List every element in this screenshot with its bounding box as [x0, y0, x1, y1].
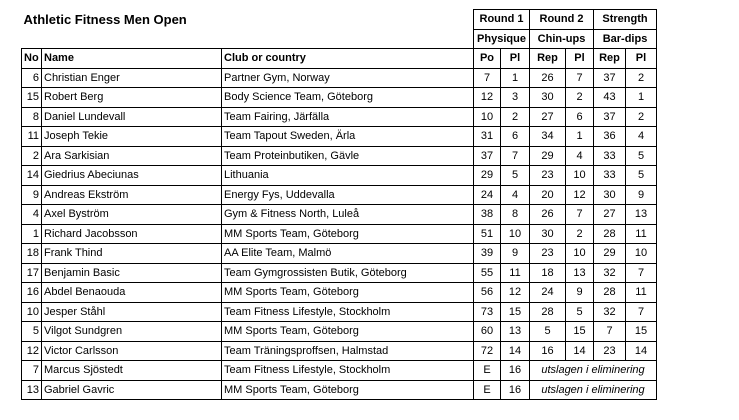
physique-placing: 2: [501, 107, 530, 127]
athlete-club: Partner Gym, Norway: [222, 68, 474, 88]
athlete-club: MM Sports Team, Göteborg: [222, 283, 474, 303]
physique-placing: 13: [501, 322, 530, 342]
physique-points: 73: [474, 302, 501, 322]
physique-placing: 5: [501, 166, 530, 186]
athlete-club: Team Fairing, Järfälla: [222, 107, 474, 127]
physique-points: 7: [474, 68, 501, 88]
athlete-club: Team Träningsproffsen, Halmstad: [222, 341, 474, 361]
bardips-placing: 9: [626, 185, 657, 205]
table-row: [22, 322, 657, 342]
header-row-1: [22, 10, 657, 30]
athlete-number: 16: [22, 283, 42, 303]
physique-placing: 8: [501, 205, 530, 225]
athlete-number: 14: [22, 166, 42, 186]
chinups-reps: 30: [530, 88, 566, 108]
athlete-number: 10: [22, 302, 42, 322]
physique-points: 51: [474, 224, 501, 244]
results-table: [21, 9, 657, 400]
bardips-placing: 14: [626, 341, 657, 361]
bardips-placing: 11: [626, 224, 657, 244]
physique-points: 56: [474, 283, 501, 303]
bardips-reps: 37: [594, 68, 626, 88]
physique-placing: 10: [501, 224, 530, 244]
page-title: Athletic Fitness Men Open: [23, 11, 187, 27]
chinups-reps: 23: [530, 244, 566, 264]
physique-points: 72: [474, 341, 501, 361]
bardips-placing: 4: [626, 127, 657, 147]
table-row: [22, 185, 657, 205]
chinups-placing: 10: [566, 244, 594, 264]
bardips-reps: 33: [594, 166, 626, 186]
table-row: [22, 302, 657, 322]
athlete-name: Victor Carlsson: [42, 341, 222, 361]
athlete-name: Frank Thind: [42, 244, 222, 264]
athlete-number: 6: [22, 68, 42, 88]
athlete-club: Gym & Fitness North, Luleå: [222, 205, 474, 225]
physique-placing: 4: [501, 185, 530, 205]
chinups-placing: 2: [566, 224, 594, 244]
table-row: [22, 263, 657, 283]
physique-points: 29: [474, 166, 501, 186]
athlete-club: Team Fitness Lifestyle, Stockholm: [222, 302, 474, 322]
bardips-placing: 5: [626, 166, 657, 186]
physique-points: E: [474, 361, 501, 381]
physique-placing: 9: [501, 244, 530, 264]
chinups-reps: 24: [530, 283, 566, 303]
bardips-reps: 28: [594, 283, 626, 303]
physique-placing: 6: [501, 127, 530, 147]
athlete-name: Robert Berg: [42, 88, 222, 108]
physique-placing: 3: [501, 88, 530, 108]
chinups-placing: 2: [566, 88, 594, 108]
column-header-row: [22, 49, 657, 69]
physique-points: 55: [474, 263, 501, 283]
bardips-placing: 13: [626, 205, 657, 225]
chinups-placing: 14: [566, 341, 594, 361]
athlete-name: Vilgot Sundgren: [42, 322, 222, 342]
chinups-reps: 18: [530, 263, 566, 283]
no-col-header: No: [22, 49, 42, 69]
athlete-number: 11: [22, 127, 42, 147]
chinups-reps: 26: [530, 205, 566, 225]
chinups-placing: 9: [566, 283, 594, 303]
chinups-reps: 30: [530, 224, 566, 244]
athlete-club: Team Proteinbutiken, Gävle: [222, 146, 474, 166]
bardips-reps: 32: [594, 302, 626, 322]
physique-placing: 16: [501, 361, 530, 381]
athlete-number: 18: [22, 244, 42, 264]
bardips-placing: 2: [626, 68, 657, 88]
athlete-number: 4: [22, 205, 42, 225]
chinups-placing: 1: [566, 127, 594, 147]
athlete-number: 2: [22, 146, 42, 166]
bardips-placing: 10: [626, 244, 657, 264]
physique-points: 10: [474, 107, 501, 127]
chinups-placing: 7: [566, 205, 594, 225]
athlete-club: Body Science Team, Göteborg: [222, 88, 474, 108]
table-row: [22, 127, 657, 147]
athlete-name: Ara Sarkisian: [42, 146, 222, 166]
bardips-header: Bar-dips: [594, 29, 657, 49]
bardips-placing: 1: [626, 88, 657, 108]
table-row: [22, 224, 657, 244]
chinups-placing: 13: [566, 263, 594, 283]
athlete-name: Abdel Benaouda: [42, 283, 222, 303]
athlete-club: Team Gymgrossisten Butik, Göteborg: [222, 263, 474, 283]
athlete-number: 5: [22, 322, 42, 342]
athlete-number: 7: [22, 361, 42, 381]
rep-col-header: Rep: [530, 49, 566, 69]
athlete-club: Team Fitness Lifestyle, Stockholm: [222, 361, 474, 381]
physique-placing: 1: [501, 68, 530, 88]
chinups-reps: 28: [530, 302, 566, 322]
bardips-placing: 7: [626, 263, 657, 283]
chinups-reps: 34: [530, 127, 566, 147]
eliminated-note: utslagen i eliminering: [530, 361, 657, 381]
chinups-placing: 4: [566, 146, 594, 166]
physique-placing: 14: [501, 341, 530, 361]
rep-col-header: Rep: [594, 49, 626, 69]
pl-col-header: Pl: [626, 49, 657, 69]
chinups-placing: 12: [566, 185, 594, 205]
athlete-name: Giedrius Abeciunas: [42, 166, 222, 186]
athlete-number: 13: [22, 380, 42, 400]
po-col-header: Po: [474, 49, 501, 69]
header-row-2: [22, 29, 657, 49]
bardips-reps: 27: [594, 205, 626, 225]
physique-header: Physique: [474, 29, 530, 49]
table-row: [22, 68, 657, 88]
chinups-reps: 26: [530, 68, 566, 88]
bardips-reps: 23: [594, 341, 626, 361]
chinups-placing: 6: [566, 107, 594, 127]
chinups-placing: 5: [566, 302, 594, 322]
athlete-name: Axel Byström: [42, 205, 222, 225]
athlete-name: Gabriel Gavric: [42, 380, 222, 400]
bardips-reps: 37: [594, 107, 626, 127]
athlete-number: 12: [22, 341, 42, 361]
table-row: [22, 283, 657, 303]
athlete-name: Richard Jacobsson: [42, 224, 222, 244]
club-col-header: Club or country: [222, 49, 474, 69]
physique-points: E: [474, 380, 501, 400]
table-row: [22, 380, 657, 400]
athlete-club: Team Tapout Sweden, Ärla: [222, 127, 474, 147]
physique-points: 39: [474, 244, 501, 264]
name-col-header: Name: [42, 49, 222, 69]
athlete-number: 15: [22, 88, 42, 108]
chinups-placing: 7: [566, 68, 594, 88]
bardips-reps: 30: [594, 185, 626, 205]
round2-header: Round 2: [530, 10, 594, 30]
athlete-club: Energy Fys, Uddevalla: [222, 185, 474, 205]
bardips-reps: 32: [594, 263, 626, 283]
bardips-placing: 15: [626, 322, 657, 342]
athlete-club: Lithuania: [222, 166, 474, 186]
physique-placing: 12: [501, 283, 530, 303]
chinups-reps: 23: [530, 166, 566, 186]
bardips-placing: 5: [626, 146, 657, 166]
athlete-name: Marcus Sjöstedt: [42, 361, 222, 381]
bardips-reps: 28: [594, 224, 626, 244]
chinups-placing: 15: [566, 322, 594, 342]
bardips-reps: 43: [594, 88, 626, 108]
athlete-name: Joseph Tekie: [42, 127, 222, 147]
athlete-club: MM Sports Team, Göteborg: [222, 224, 474, 244]
athlete-name: Christian Enger: [42, 68, 222, 88]
physique-points: 37: [474, 146, 501, 166]
table-row: [22, 107, 657, 127]
chinups-reps: 16: [530, 341, 566, 361]
chinups-reps: 29: [530, 146, 566, 166]
eliminated-note: utslagen i eliminering: [530, 380, 657, 400]
bardips-reps: 33: [594, 146, 626, 166]
athlete-club: MM Sports Team, Göteborg: [222, 380, 474, 400]
bardips-reps: 29: [594, 244, 626, 264]
athlete-club: MM Sports Team, Göteborg: [222, 322, 474, 342]
bardips-reps: 36: [594, 127, 626, 147]
athlete-name: Andreas Ekström: [42, 185, 222, 205]
physique-placing: 7: [501, 146, 530, 166]
athlete-number: 8: [22, 107, 42, 127]
physique-placing: 16: [501, 380, 530, 400]
bardips-placing: 11: [626, 283, 657, 303]
round1-header: Round 1: [474, 10, 530, 30]
athlete-name: Jesper Ståhl: [42, 302, 222, 322]
athlete-number: 1: [22, 224, 42, 244]
physique-points: 12: [474, 88, 501, 108]
pl-col-header: Pl: [501, 49, 530, 69]
table-row: [22, 341, 657, 361]
strength-header: Strength: [594, 10, 657, 30]
chinups-reps: 20: [530, 185, 566, 205]
physique-points: 24: [474, 185, 501, 205]
chinups-header: Chin-ups: [530, 29, 594, 49]
physique-points: 31: [474, 127, 501, 147]
bardips-reps: 7: [594, 322, 626, 342]
physique-placing: 15: [501, 302, 530, 322]
table-row: [22, 361, 657, 381]
athlete-number: 17: [22, 263, 42, 283]
table-row: [22, 146, 657, 166]
table-row: [22, 244, 657, 264]
athlete-club: AA Elite Team, Malmö: [222, 244, 474, 264]
athlete-name: Benjamin Basic: [42, 263, 222, 283]
athlete-name: Daniel Lundevall: [42, 107, 222, 127]
table-row: [22, 166, 657, 186]
table-row: [22, 205, 657, 225]
bardips-placing: 7: [626, 302, 657, 322]
pl-col-header: Pl: [566, 49, 594, 69]
table-row: [22, 88, 657, 108]
bardips-placing: 2: [626, 107, 657, 127]
athlete-number: 9: [22, 185, 42, 205]
chinups-reps: 5: [530, 322, 566, 342]
physique-points: 60: [474, 322, 501, 342]
chinups-reps: 27: [530, 107, 566, 127]
physique-placing: 11: [501, 263, 530, 283]
chinups-placing: 10: [566, 166, 594, 186]
physique-points: 38: [474, 205, 501, 225]
